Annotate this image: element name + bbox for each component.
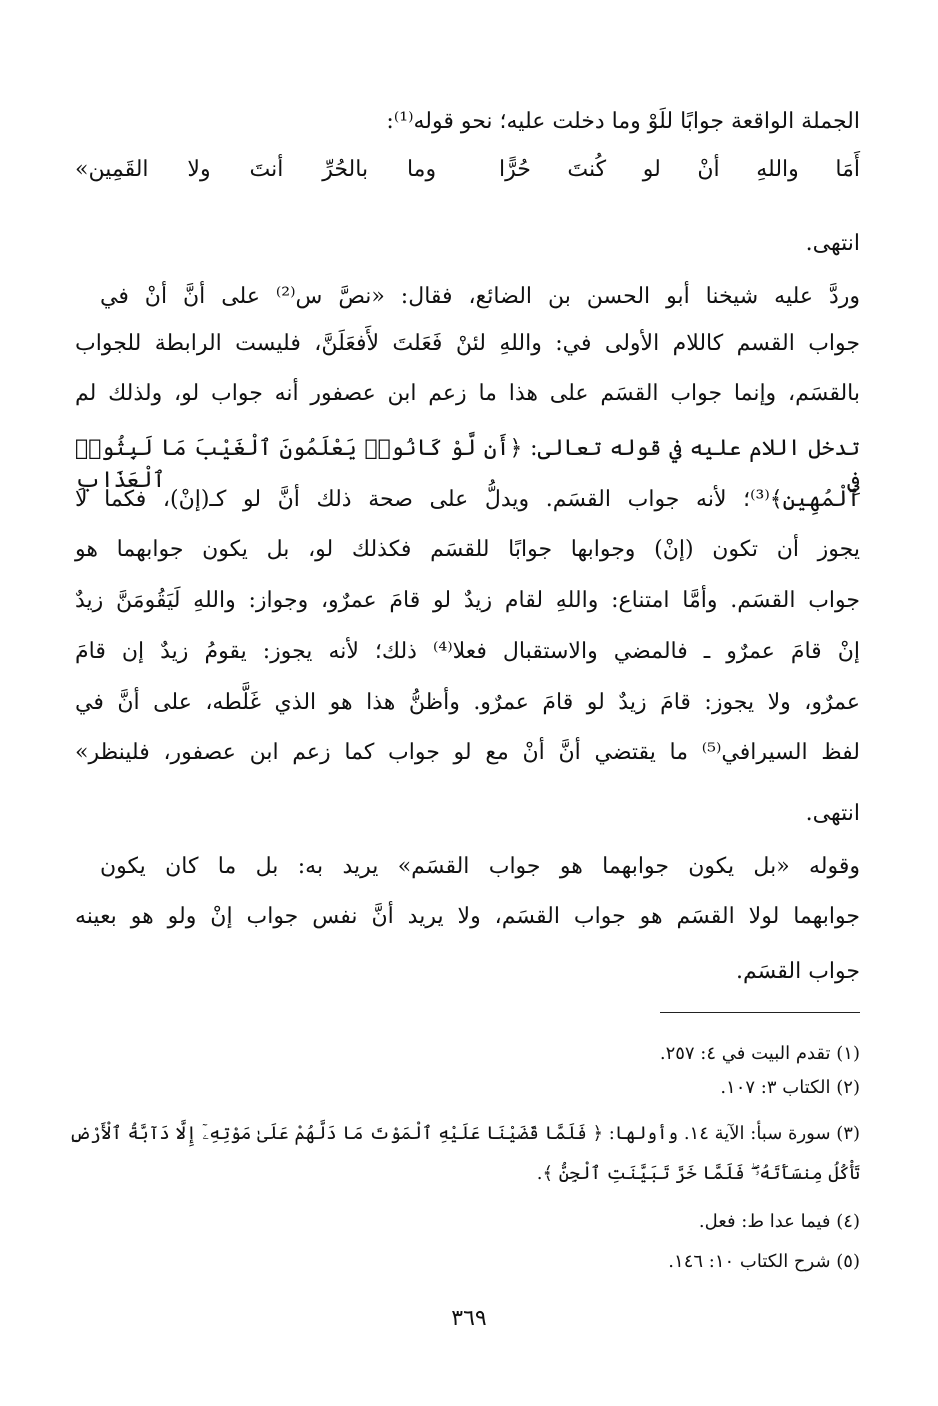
text-line: انتهى. [805,801,860,826]
text-line: جواب القسَم. وأمَّا امتناع: واللهِ لقام زيدٌ لو قامَ عمرٌو، وجواز: واللهِ لَيَقُومَنَّ زيدٌ [75,588,860,613]
text-line: بالقسَم، وإنما جواب القسَم على هذا ما زعم ابن عصفور أنه جواب لو، ولذلك لم [75,381,860,406]
verse-word: القَمِين» [75,157,149,182]
text-line: الجملة الواقعة جوابًا للَوْ وما دخلت عليه؛ نحو قوله⁽¹⁾: [386,109,860,134]
text-line: انتهى. [805,231,860,256]
text-line: جوابهما لولا القسَم هو جواب القسَم، ولا يريد أنَّ نفس جواب إنْ ولو هو بعينه [75,904,860,929]
footnote: تَأْكُلُ مِنسَأَتَهُۥ ۖ فَلَمَّا خَرَّ تَبَيَّنَتِ ٱلْجِنُّ ﴾. [536,1163,860,1184]
verse-word: أنْ [697,157,720,182]
footnote: (٣) سورة سبأ: الآية ١٤. وأولها: ﴿ فَلَمَّا قَضَيْنَا عَلَيْهِ ٱلْمَوْتَ مَا دَلَّهُمْ عَلَىٰ مَوْتِهِۦٓ إِلَّا دَآبَّةُ ٱلْأَرْضِ [69,1123,860,1144]
verse-word: بالحُرِّ [322,157,369,182]
verse-first-half [499,154,860,186]
verse-word: واللهِ [756,157,799,182]
text-line: وقوله «بل يكون جوابهما هو جواب القسَم» يريد به: بل ما كان يكون [100,854,860,879]
verse-word: أَمَا [835,157,860,182]
text-line: لفظ السيرافي⁽⁵⁾ ما يقتضي أنَّ أنْ مع لو جواب كما زعم ابن عصفور، فلينظر» [75,740,861,765]
footnote: (٢) الكتاب ٣: ١٠٧. [720,1077,860,1098]
text-line: يجوز أن تكون (إنْ) وجوابها جوابًا للقسَم فكذلك لو، بل يكون جوابهما هو [75,537,860,562]
text-line: جواب القسم كاللام الأولى في: واللهِ لئنْ فَعَلتَ لأَفعَلَنَّ، فليست الرابطة للجواب [75,331,860,356]
text-line: جواب القسَم. [736,959,860,984]
text-line: إنْ قامَ عمرٌو ـ فالمضي والاستقبال فعلا⁽⁴⁾ ذلك؛ لأنه يجوز: يقومُ زيدٌ إن قامَ [75,639,860,664]
verse-word: كُنتَ [567,157,607,182]
verse-word: لو [642,157,661,182]
text-line: عمرٌو، ولا يجوز: قامَ زيدٌ لو قامَ عمرٌو. وأظنُّ هذا هو الذي غَلَّطه، على أنَّ في [75,690,860,715]
footnote-divider [660,1012,860,1013]
footnote: (١) تقدم البيت في ٤: ٢٥٧. [659,1043,860,1064]
text-line: تدخل اللام عليه في قوله تعالى: ﴿أَن لَّوْ كَانُوا۟ يَعْلَمُونَ ٱلْغَيْبَ مَا لَبِثُوا۟ فِى ٱلْعَذَابِ [75,436,860,493]
footnote: (٥) شرح الكتاب ١٠: ١٤٦. [668,1251,860,1272]
verse-word: حُرًّا [498,157,531,182]
footnote: (٤) فيما عدا ط: فعل. [698,1211,860,1232]
poetry-verse [75,154,860,186]
verse-second-half [75,154,436,186]
text-line: وردَّ عليه شيخنا أبو الحسن بن الضائع، فقال: «نصَّ س⁽²⁾ على أنَّ أنْ في [100,284,860,309]
page-number: ٣٦٩ [451,1306,487,1331]
verse-word: أنتَ [249,157,284,182]
verse-word: ولا [187,157,211,182]
verse-word: وما [406,157,437,182]
text-line: ٱلْمُهِينِ﴾⁽³⁾؛ لأنه جواب القسَم. ويدلُّ على صحة ذلك أنَّ لو كـ(إنْ)، فكما لا [75,487,860,512]
